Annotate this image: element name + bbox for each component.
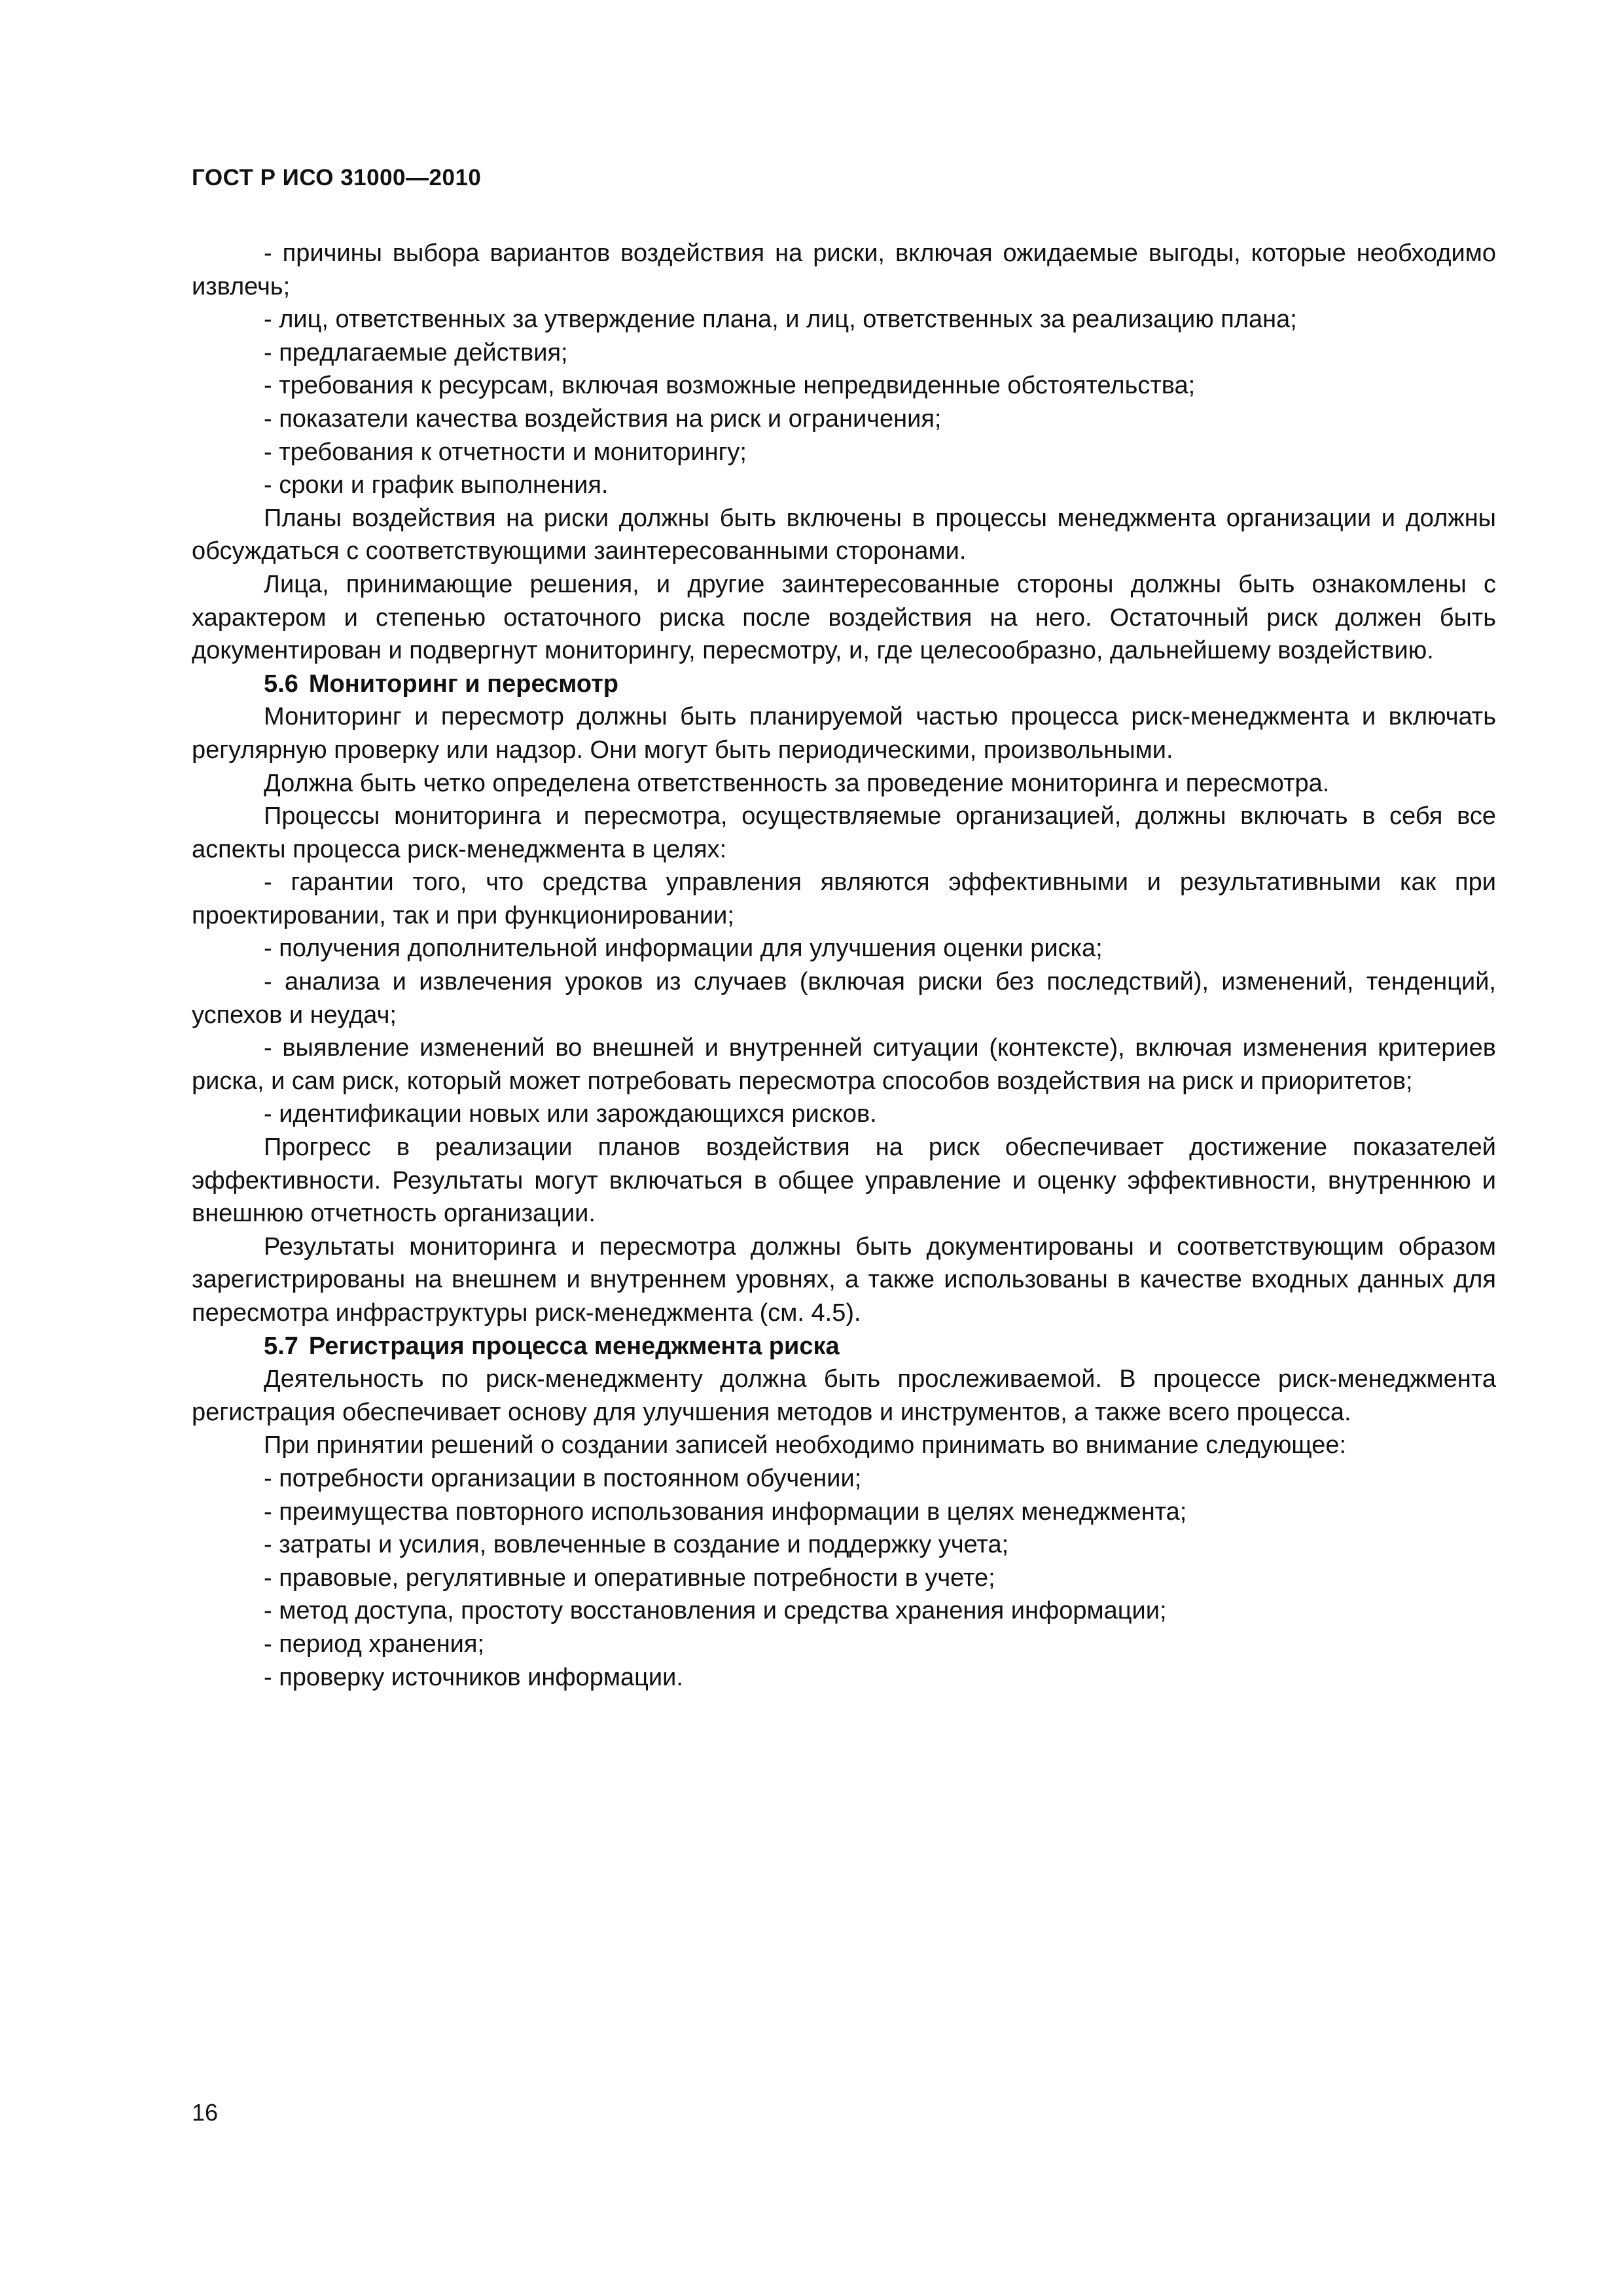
paragraph: При принятии решений о создании записей необходимо принимать во внимание следующее: bbox=[264, 1431, 1347, 1460]
list-item: - период хранения; bbox=[264, 1630, 485, 1658]
page-number: 16 bbox=[192, 2099, 219, 2126]
list-item: - правовые, регулятивные и оперативные потребности в учете; bbox=[264, 1564, 995, 1592]
paragraph: Мониторинг и пересмотр должны быть планируемой частью процесса риск-менеджмента и включать регулярную проверку или надзор. Они могут быть периодическими, произвольными. bbox=[192, 703, 1496, 764]
list-item: - гарантии того, что средства управления являются эффективными и результативными как при проектировании, так и при функционировании; bbox=[192, 869, 1496, 929]
list-item: - предлагаемые действия; bbox=[264, 338, 568, 367]
section-heading-5-6 bbox=[192, 668, 1496, 701]
list-item: - получения дополнительной информации для улучшения оценки риска; bbox=[264, 935, 1103, 963]
list-item: - затраты и усилия, вовлеченные в создание и поддержку учета; bbox=[264, 1531, 1009, 1559]
section-number: 5.7 bbox=[264, 1332, 298, 1360]
section-title: Мониторинг и пересмотр bbox=[308, 670, 618, 698]
paragraph: Планы воздействия на риски должны быть включены в процессы менеджмента организации и должны обсуждаться с соответствующими заинтересованными сторонами. bbox=[192, 504, 1496, 565]
paragraph: Результаты мониторинга и пересмотра должны быть документированы и соответствующим образом зарегистрированы на внешнем и внутреннем уровнях, а также использованы в качестве входных данных для пересмотра инфраструктуры риск-менеджмента (см. 4.5). bbox=[192, 1232, 1496, 1327]
list-item: - требования к отчетности и мониторингу; bbox=[264, 438, 747, 466]
section-title: Регистрация процесса менеджмента риска bbox=[308, 1332, 840, 1360]
list-item: - показатели качества воздействия на риск и ограничения; bbox=[264, 404, 942, 433]
paragraph: Процессы мониторинга и пересмотра, осуществляемые организацией, должны включать в себя все аспекты процесса риск-менеджмента в целях: bbox=[192, 802, 1496, 863]
document-header-code: ГОСТ Р ИСО 31000—2010 bbox=[192, 165, 482, 190]
paragraph: Деятельность по риск-менеджменту должна быть прослеживаемой. В процессе риск-менеджмента регистрация обеспечивает основу для улучшения методов и инструментов, а также всего процесса. bbox=[192, 1365, 1496, 1426]
list-item: - сроки и график выполнения. bbox=[264, 471, 609, 499]
paragraph: Должна быть четко определена ответственность за проведение мониторинга и пересмотра. bbox=[264, 769, 1330, 797]
section-number: 5.6 bbox=[264, 670, 298, 698]
list-item: - идентификации новых или зарождающихся рисков. bbox=[264, 1100, 877, 1128]
list-item: - лиц, ответственных за утверждение плана, и лиц, ответственных за реализацию плана; bbox=[264, 306, 1297, 334]
list-item: - анализа и извлечения уроков из случаев (включая риски без последствий), изменений, тенденций, успехов и неудач; bbox=[192, 968, 1496, 1029]
list-item: - требования к ресурсам, включая возможные непредвиденные обстоятельства; bbox=[264, 372, 1196, 400]
list-item: - причины выбора вариантов воздействия на риски, включая ожидаемые выгоды, которые необходимо извлечь; bbox=[192, 240, 1496, 300]
paragraph: Прогресс в реализации планов воздействия на риск обеспечивает достижение показателей эффективности. Результаты могут включаться в общее управление и оценку эффективности, внутреннюю и внешнюю отчетность организации. bbox=[192, 1134, 1496, 1228]
document-body bbox=[192, 237, 1496, 1694]
list-item: - потребности организации в постоянном обучении; bbox=[264, 1464, 862, 1492]
section-heading-5-7 bbox=[192, 1330, 1496, 1363]
list-item: - преимущества повторного использования информации в целях менеджмента; bbox=[264, 1498, 1187, 1526]
list-item: - выявление изменений во внешней и внутренней ситуации (контексте), включая изменения критериев риска, и сам риск, который может потребовать пересмотра способов воздействия на риск и приоритетов; bbox=[192, 1034, 1496, 1095]
list-item: - проверку источников информации. bbox=[264, 1663, 683, 1691]
paragraph: Лица, принимающие решения, и другие заинтересованные стороны должны быть ознакомлены с характером и степенью остаточного риска после воздействия на него. Остаточный риск должен быть документирован и подвергнут мониторингу, пересмотру, и, где целесообразно, дальнейшему воздействию. bbox=[192, 570, 1496, 665]
list-item: - метод доступа, простоту восстановления и средства хранения информации; bbox=[264, 1597, 1167, 1625]
